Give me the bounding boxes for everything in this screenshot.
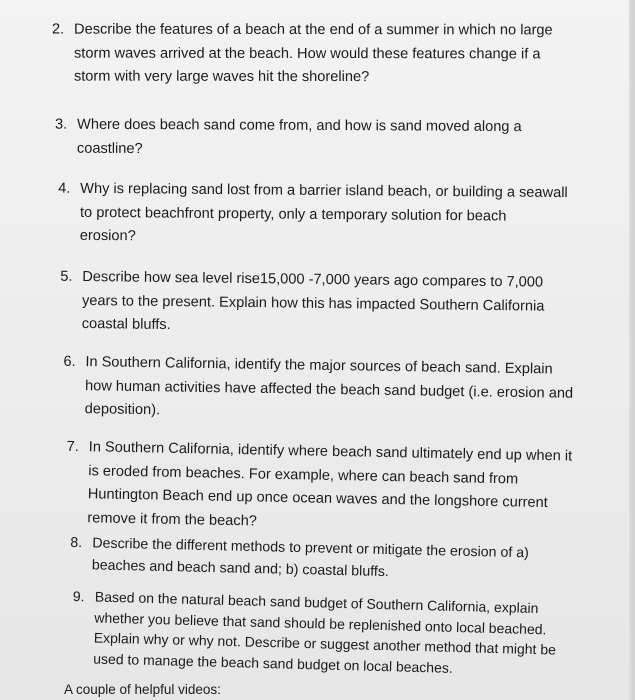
question-line: erosion? (79, 227, 136, 245)
question-number: 2. (52, 21, 65, 38)
question-number: 9. (72, 587, 85, 605)
question-line: Huntington Beach end up once ocean waves and the longshore current (87, 486, 548, 512)
page-edge (629, 0, 635, 700)
helpful-videos-heading: A couple of helpful videos: (64, 682, 221, 697)
question-number: 3. (55, 116, 68, 133)
question-line: Explain why or why not. Describe or suggest another method that might be (93, 629, 557, 658)
question-4 (58, 178, 599, 253)
question-line: Describe the different methods to prevent or mitigate the erosion of a) (92, 535, 530, 562)
question-line: how human activities have affected the beach sand budget (i.e. erosion and (84, 377, 574, 402)
question-line: deposition). (84, 401, 161, 419)
question-5 (60, 266, 601, 343)
question-8 (70, 532, 611, 588)
question-line: storm with very large waves hit the shoreline? (73, 68, 370, 86)
question-number: 6. (63, 353, 76, 370)
question-line: Why is replacing sand lost from a barrier island beach, or building a seawall (80, 180, 568, 202)
question-line: Based on the natural beach sand budget of Southern California, explain (94, 588, 539, 617)
question-3 (55, 114, 595, 164)
question-6 (62, 351, 603, 430)
question-line: In Southern California, identify the major sources of beach sand. Explain (85, 354, 553, 378)
question-line: In Southern California, identify where beach sand ultimately end up when it (88, 439, 573, 465)
question-9 (71, 586, 613, 682)
question-line: beaches and beach sand and; b) coastal bluffs. (91, 557, 390, 581)
question-2 (52, 19, 592, 90)
question-line: storm waves arrived at the beach. How would these features change if a (73, 45, 541, 62)
question-line: used to manage the beach sand budget on local beaches. (93, 650, 453, 676)
question-line: years to the present. Explain how this has impacted Southern California (81, 292, 545, 315)
question-number: 5. (60, 268, 73, 285)
question-line: remove it from the beach? (87, 509, 258, 529)
question-line: coastline? (76, 140, 143, 157)
question-line: Describe the features of a beach at the end of a summer in which no large (74, 21, 553, 39)
question-line: Describe how sea level rise15,000 -7,000 years ago compares to 7,000 (82, 268, 544, 291)
question-line: Where does beach sand come from, and how is sand moved along a (77, 116, 522, 136)
question-number: 7. (66, 438, 80, 456)
question-7 (65, 436, 607, 540)
question-number: 8. (70, 534, 83, 552)
question-number: 4. (58, 180, 71, 197)
question-line: coastal bluffs. (81, 315, 171, 334)
question-line: whether you believe that sand should be replenished onto local beached. (94, 609, 547, 637)
question-line: to protect beachfront property, only a temporary solution for beach (79, 204, 507, 225)
question-line: is eroded from beaches. For example, where can beach sand from (88, 462, 519, 487)
